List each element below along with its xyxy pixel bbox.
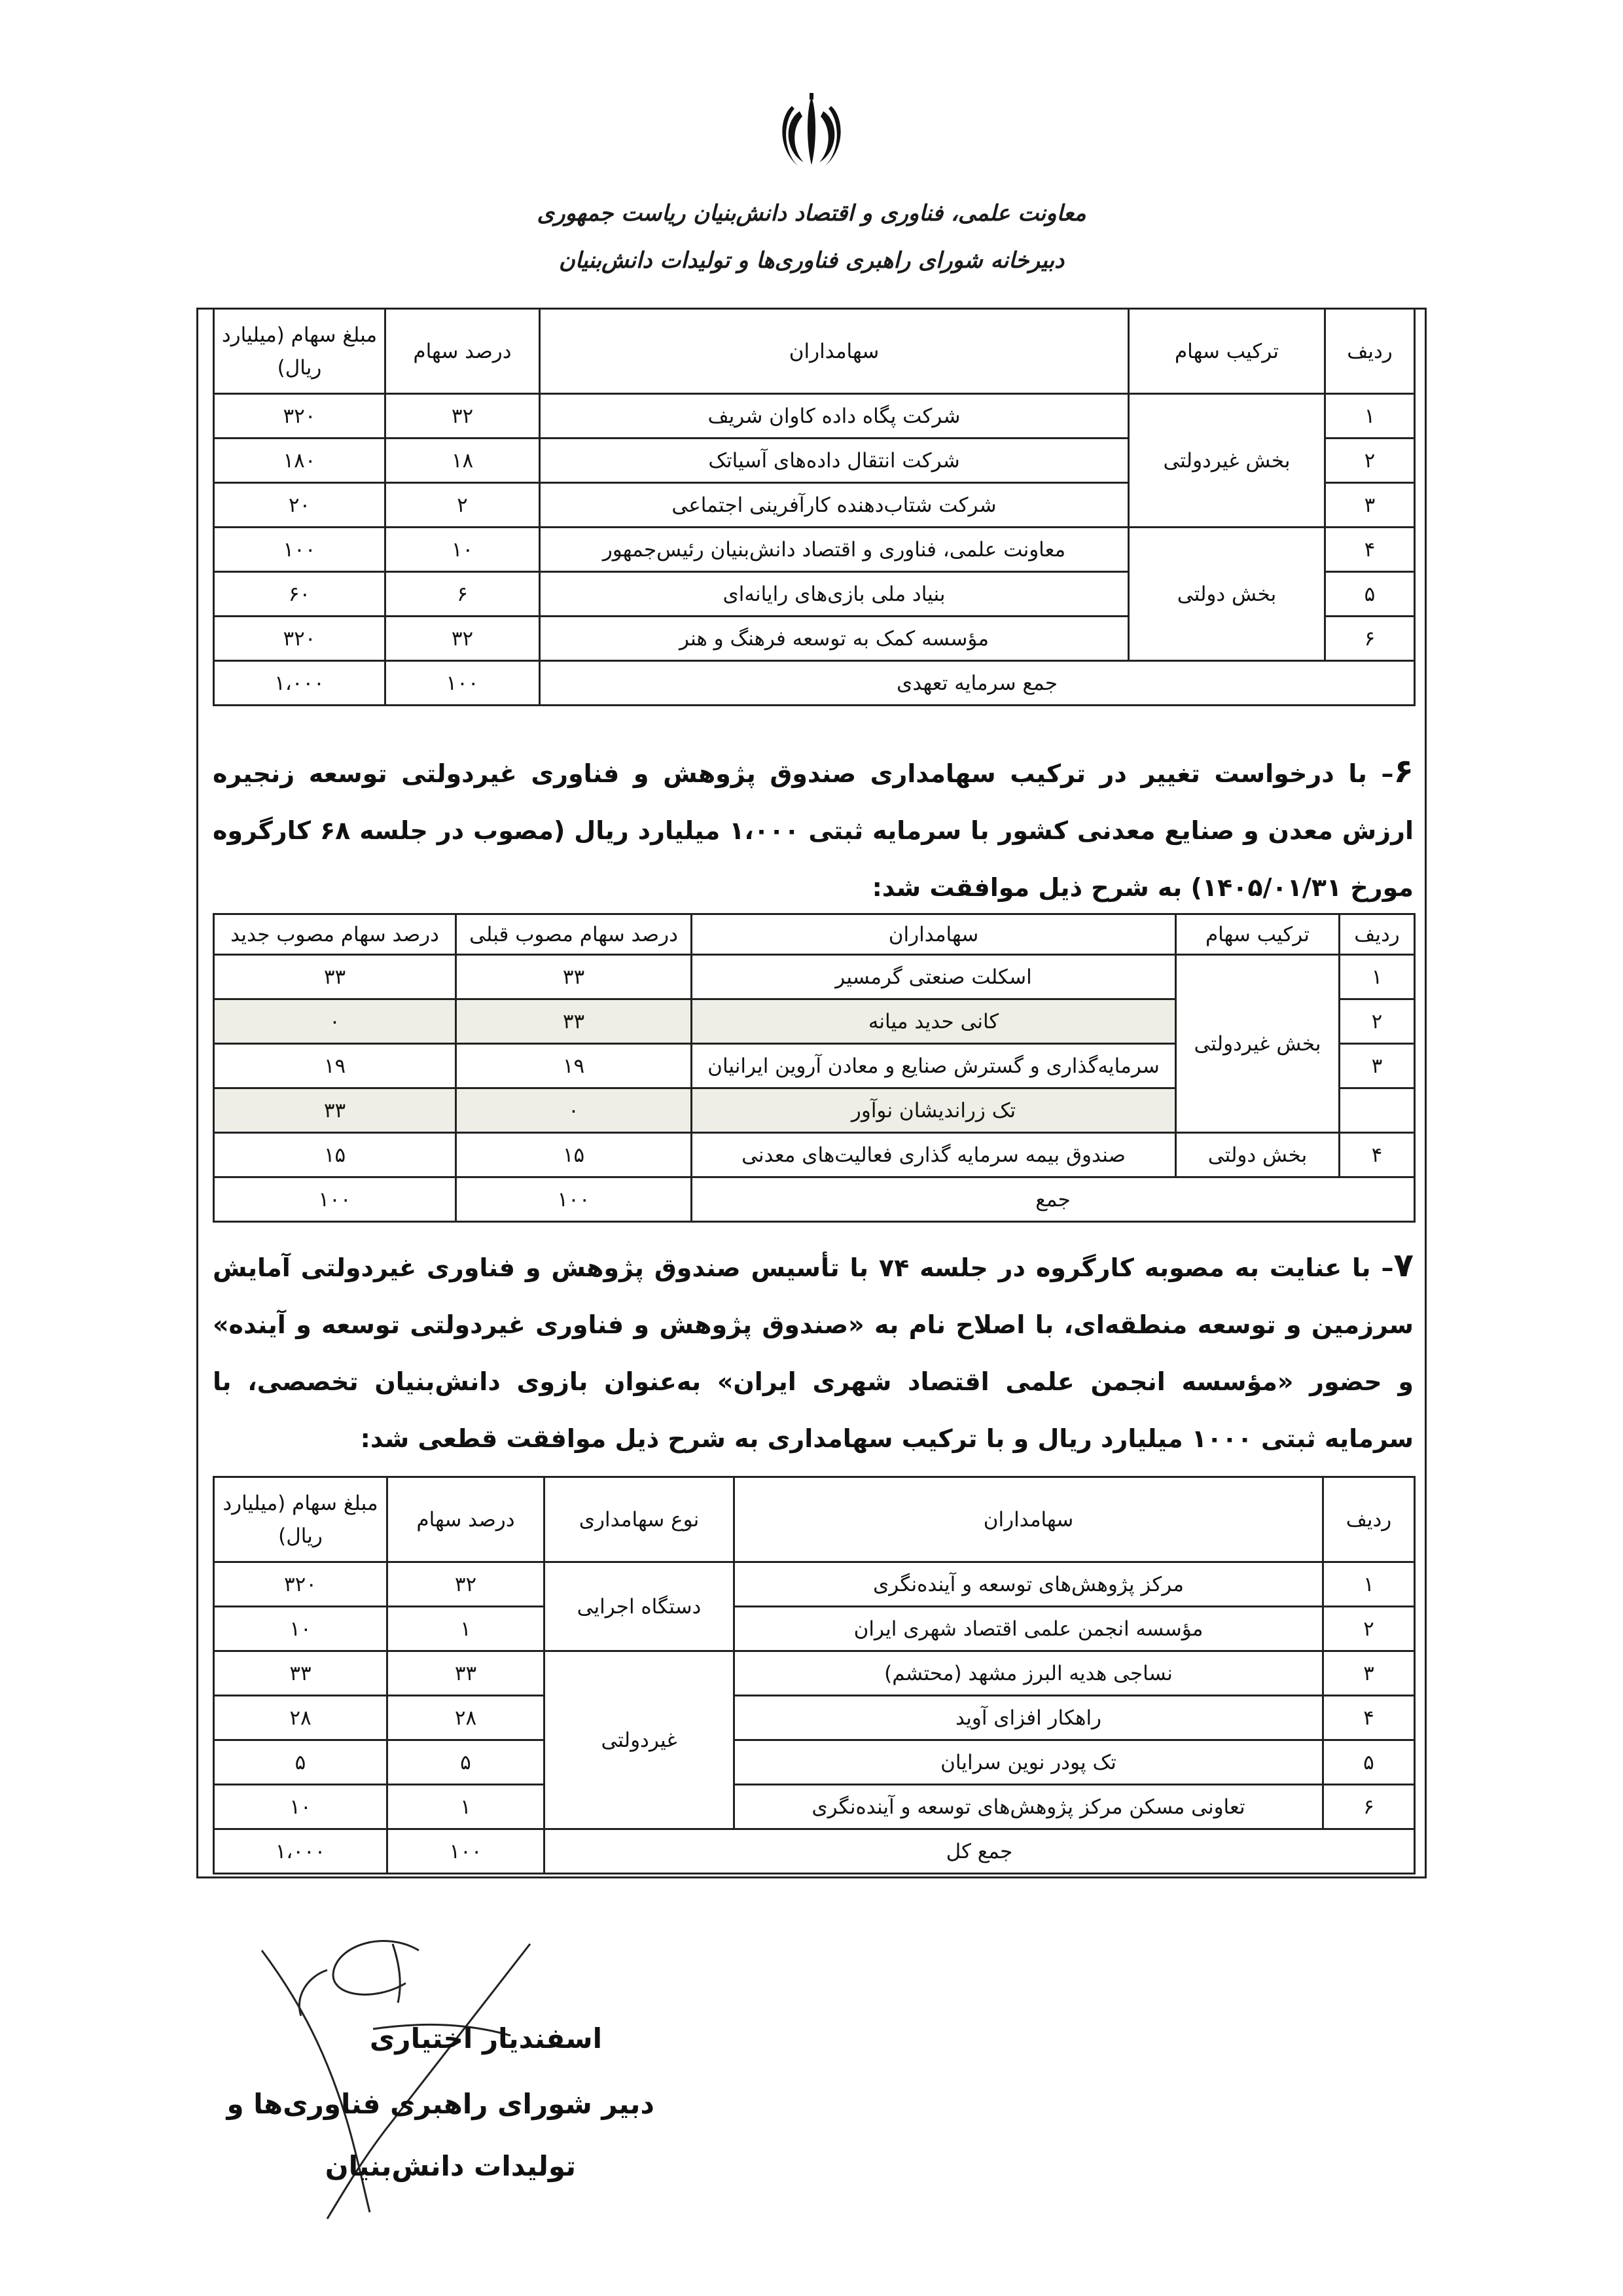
share-amount: ۵ bbox=[214, 1740, 387, 1785]
shareholders-table-2 bbox=[213, 913, 1416, 1223]
row-number: ۱ bbox=[1340, 955, 1415, 999]
shareholder-name: سرمایه‌گذاری و گسترش صنایع و معادن آروین ایرانیان bbox=[692, 1044, 1176, 1088]
share-amount: ۶۰ bbox=[214, 572, 385, 617]
row-number: ۳ bbox=[1340, 1044, 1415, 1088]
share-percent: ۳۲ bbox=[385, 394, 540, 439]
header-row-number: ردیف bbox=[1340, 914, 1415, 955]
row-number: ۳ bbox=[1323, 1651, 1415, 1696]
share-amount: ۲۰ bbox=[214, 483, 385, 528]
header-share-amount: مبلغ سهام (میلیارد ریال) bbox=[214, 309, 385, 394]
table-row bbox=[214, 528, 1415, 572]
table-header-row bbox=[214, 914, 1415, 955]
table-row bbox=[214, 1696, 1415, 1740]
row-number: ۱ bbox=[1325, 394, 1415, 439]
total-percent: ۱۰۰ bbox=[387, 1829, 544, 1874]
share-percent: ۲۸ bbox=[387, 1696, 544, 1740]
share-percent: ۱۸ bbox=[385, 439, 540, 483]
header-row-number: ردیف bbox=[1323, 1477, 1415, 1562]
share-amount: ۱۰ bbox=[214, 1607, 387, 1651]
new-percent: ۳۳ bbox=[214, 1088, 456, 1133]
share-percent: ۶ bbox=[385, 572, 540, 617]
row-number: ۴ bbox=[1325, 528, 1415, 572]
row-number: ۲ bbox=[1323, 1607, 1415, 1651]
row-number: ۳ bbox=[1325, 483, 1415, 528]
shareholder-name: تک زراندیشان نوآور bbox=[692, 1088, 1176, 1133]
shareholder-name: کانی حدید میانه bbox=[692, 999, 1176, 1044]
header-shareholders: سهامداران bbox=[540, 309, 1129, 394]
total-label: جمع bbox=[692, 1177, 1415, 1222]
signatory-title-line-2: تولیدات دانش‌بنیان bbox=[325, 2150, 576, 2182]
table-row bbox=[214, 955, 1415, 999]
letterhead bbox=[0, 92, 1623, 284]
shareholder-name: تعاونی مسکن مرکز پژوهش‌های توسعه و آینده‌نگری bbox=[734, 1785, 1323, 1829]
shareholder-name: شرکت شتاب‌دهنده کارآفرینی اجتماعی bbox=[540, 483, 1129, 528]
header-shareholder-type: نوع سهامداری bbox=[544, 1477, 734, 1562]
row-number bbox=[1340, 1088, 1415, 1133]
row-number: ۲ bbox=[1325, 439, 1415, 483]
total-label: جمع سرمایه تعهدی bbox=[540, 661, 1415, 706]
share-amount: ۲۸ bbox=[214, 1696, 387, 1740]
table-row bbox=[214, 1651, 1415, 1696]
header-shareholders: سهامداران bbox=[734, 1477, 1323, 1562]
table-header-row bbox=[214, 309, 1415, 394]
iran-emblem-icon bbox=[772, 92, 851, 170]
previous-percent: ۱۵ bbox=[456, 1133, 692, 1177]
group-label: بخش دولتی bbox=[1129, 528, 1325, 661]
row-number: ۱ bbox=[1323, 1562, 1415, 1607]
new-percent: ۱۹ bbox=[214, 1044, 456, 1088]
total-label: جمع کل bbox=[544, 1829, 1415, 1874]
header-share-percent: درصد سهام bbox=[385, 309, 540, 394]
paragraph-7 bbox=[213, 1237, 1414, 1467]
total-amount: ۱،۰۰۰ bbox=[214, 1829, 387, 1874]
total-amount: ۱،۰۰۰ bbox=[214, 661, 385, 706]
row-number: ۲ bbox=[1340, 999, 1415, 1044]
new-percent: ۳۳ bbox=[214, 955, 456, 999]
table-row bbox=[214, 1133, 1415, 1177]
signature-block bbox=[196, 1924, 654, 2251]
new-percent: ۱۵ bbox=[214, 1133, 456, 1177]
header-share-composition: ترکیب سهام bbox=[1176, 914, 1340, 955]
header-row-number: ردیف bbox=[1325, 309, 1415, 394]
share-percent: ۱ bbox=[387, 1607, 544, 1651]
share-amount: ۱۰ bbox=[214, 1785, 387, 1829]
header-share-amount: مبلغ سهام (میلیارد ریال) bbox=[214, 1477, 387, 1562]
group-label: غیردولتی bbox=[544, 1651, 734, 1829]
shareholder-name: تک پودر نوین سرایان bbox=[734, 1740, 1323, 1785]
share-amount: ۱۰۰ bbox=[214, 528, 385, 572]
row-number: ۵ bbox=[1325, 572, 1415, 617]
total-previous: ۱۰۰ bbox=[456, 1177, 692, 1222]
paragraph-number: ۶ bbox=[1393, 752, 1414, 790]
header-shareholders: سهامداران bbox=[692, 914, 1176, 955]
share-percent: ۱ bbox=[387, 1785, 544, 1829]
shareholder-name: مرکز پژوهش‌های توسعه و آینده‌نگری bbox=[734, 1562, 1323, 1607]
paragraph-text: – با عنایت به مصوبه کارگروه در جلسه ۷۴ با تأسیس صندوق پژوهش و فناوری غیردولتی آمایش سرزمین و توسعه منطقه‌ای، با اصلاح نام به «صندوق پژوهش و فناوری غیردولتی توسعه و آینده» و حضور «مؤسسه انجمن علمی اقتصاد شهری ایران» به‌عنوان بازوی دانش‌بنیان تخصصی، با سرمایه ثبتی ۱۰۰۰ میلیارد ریال و با ترکیب سهامداری به شرح ذیل موافقت قطعی شد: bbox=[213, 1253, 1414, 1453]
total-percent: ۱۰۰ bbox=[385, 661, 540, 706]
row-number: ۴ bbox=[1323, 1696, 1415, 1740]
share-percent: ۳۲ bbox=[385, 617, 540, 661]
group-label: دستگاه اجرایی bbox=[544, 1562, 734, 1651]
signatory-title-line-1: دبیر شورای راهبری فناوری‌ها و bbox=[226, 2088, 654, 2120]
table-row bbox=[214, 1607, 1415, 1651]
share-percent: ۱۰ bbox=[385, 528, 540, 572]
row-number: ۴ bbox=[1340, 1133, 1415, 1177]
header-line-1: معاونت علمی، فناوری و اقتصاد دانش‌بنیان ریاست جمهوری bbox=[537, 200, 1086, 226]
previous-percent: ۰ bbox=[456, 1088, 692, 1133]
share-amount: ۳۲۰ bbox=[214, 394, 385, 439]
share-amount: ۳۲۰ bbox=[214, 1562, 387, 1607]
shareholder-name: شرکت انتقال داده‌های آسیاتک bbox=[540, 439, 1129, 483]
shareholder-name: راهکار افزای آوید bbox=[734, 1696, 1323, 1740]
table-row bbox=[214, 394, 1415, 439]
header-new-percent: درصد سهام مصوب جدید bbox=[214, 914, 456, 955]
paragraph-number: ۷ bbox=[1393, 1246, 1414, 1284]
shareholders-table-1 bbox=[213, 308, 1416, 706]
share-amount: ۳۳ bbox=[214, 1651, 387, 1696]
share-percent: ۵ bbox=[387, 1740, 544, 1785]
shareholder-name: مؤسسه کمک به توسعه فرهنگ و هنر bbox=[540, 617, 1129, 661]
share-amount: ۱۸۰ bbox=[214, 439, 385, 483]
header-line-2: دبیرخانه شورای راهبری فناوری‌ها و تولیدات دانش‌بنیان bbox=[558, 247, 1065, 274]
header-share-percent: درصد سهام bbox=[387, 1477, 544, 1562]
table-header-row bbox=[214, 1477, 1415, 1562]
group-label: بخش غیردولتی bbox=[1176, 955, 1340, 1133]
row-number: ۶ bbox=[1323, 1785, 1415, 1829]
paragraph-6 bbox=[213, 743, 1414, 916]
shareholder-name: صندوق بیمه سرمایه گذاری فعالیت‌های معدنی bbox=[692, 1133, 1176, 1177]
row-number: ۵ bbox=[1323, 1740, 1415, 1785]
table-total-row bbox=[214, 661, 1415, 706]
shareholder-name: معاونت علمی، فناوری و اقتصاد دانش‌بنیان رئیس‌جمهور bbox=[540, 528, 1129, 572]
row-number: ۶ bbox=[1325, 617, 1415, 661]
table-total-row bbox=[214, 1829, 1415, 1874]
group-label: بخش دولتی bbox=[1176, 1133, 1340, 1177]
shareholders-table-3 bbox=[213, 1476, 1416, 1874]
share-amount: ۳۲۰ bbox=[214, 617, 385, 661]
previous-percent: ۳۳ bbox=[456, 955, 692, 999]
header-previous-percent: درصد سهام مصوب قبلی bbox=[456, 914, 692, 955]
header-share-composition: ترکیب سهام bbox=[1129, 309, 1325, 394]
shareholder-name: مؤسسه انجمن علمی اقتصاد شهری ایران bbox=[734, 1607, 1323, 1651]
previous-percent: ۱۹ bbox=[456, 1044, 692, 1088]
share-percent: ۳۳ bbox=[387, 1651, 544, 1696]
table-row bbox=[214, 1785, 1415, 1829]
group-label: بخش غیردولتی bbox=[1129, 394, 1325, 528]
table-row bbox=[214, 1740, 1415, 1785]
shareholder-name: شرکت پگاه داده کاوان شریف bbox=[540, 394, 1129, 439]
table-total-row bbox=[214, 1177, 1415, 1222]
share-percent: ۲ bbox=[385, 483, 540, 528]
share-percent: ۳۲ bbox=[387, 1562, 544, 1607]
table-row bbox=[214, 1562, 1415, 1607]
signatory-name: اسفندیار اختیاری bbox=[369, 2022, 602, 2054]
total-new: ۱۰۰ bbox=[214, 1177, 456, 1222]
shareholder-name: بنیاد ملی بازی‌های رایانه‌ای bbox=[540, 572, 1129, 617]
shareholder-name: نساجی هدیه البرز مشهد (محتشم) bbox=[734, 1651, 1323, 1696]
shareholder-name: اسکلت صنعتی گرمسیر bbox=[692, 955, 1176, 999]
paragraph-text: – با درخواست تغییر در ترکیب سهامداری صندوق پژوهش و فناوری غیردولتی توسعه زنجیره ارزش معدن و صنایع معدنی کشور با سرمایه ثبتی ۱،۰۰۰ میلیارد ریال (مصوب در جلسه ۶۸ کارگروه مورخ ۱۴۰۵/۰۱/۳۱) به شرح ذیل موافقت شد: bbox=[213, 759, 1414, 902]
new-percent: ۰ bbox=[214, 999, 456, 1044]
previous-percent: ۳۳ bbox=[456, 999, 692, 1044]
